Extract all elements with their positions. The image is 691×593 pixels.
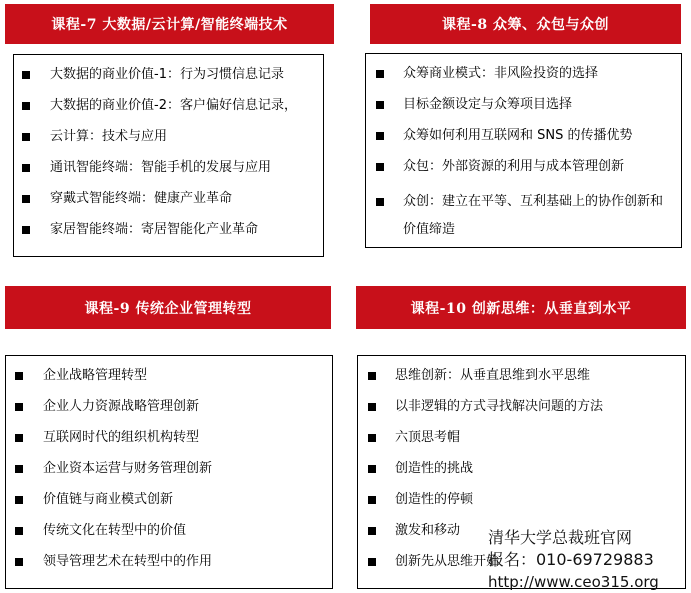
bullet-icon <box>368 434 376 442</box>
list-item: 通讯智能终端：智能手机的发展与应用 <box>50 158 323 178</box>
course7-title: 课程-7 大数据/云计算/智能终端技术 <box>51 17 288 33</box>
course8-title: 课程-8 众筹、众包与众创 <box>442 17 609 33</box>
bullet-icon <box>22 195 30 203</box>
course7-header <box>5 4 334 44</box>
course8-box <box>365 53 682 248</box>
bullet-icon <box>368 372 376 380</box>
list-item: 传统文化在转型中的价值 <box>43 521 332 541</box>
list-item: 激发和移动 <box>395 521 685 541</box>
list-item: 思维创新：从垂直思维到水平思维 <box>395 366 685 386</box>
list-item: 大数据的商业价值-1：行为习惯信息记录 <box>50 65 323 85</box>
list-item: 企业资本运营与财务管理创新 <box>43 459 332 479</box>
list-item: 以非逻辑的方式寻找解决问题的方法 <box>395 397 685 417</box>
course9-box <box>5 355 333 589</box>
course10-title: 课程-10 创新思维：从垂直到水平 <box>410 300 632 317</box>
list-item: 众创：建立在平等、互利基础上的协作创新和价值缔造 <box>403 188 671 244</box>
bullet-icon <box>376 163 384 171</box>
list-item: 众筹商业模式：非风险投资的选择 <box>403 64 671 84</box>
bullet-icon <box>376 198 384 206</box>
bullet-icon <box>22 164 30 172</box>
course8-list <box>366 64 681 244</box>
list-item: 企业战略管理转型 <box>43 366 332 386</box>
list-item: 互联网时代的组织机构转型 <box>43 428 332 448</box>
course10-header <box>356 286 686 329</box>
bullet-icon <box>22 102 30 110</box>
bullet-icon <box>15 403 23 411</box>
bullet-icon <box>22 71 30 79</box>
bullet-icon <box>368 558 376 566</box>
bullet-icon <box>15 558 23 566</box>
bullet-icon <box>15 465 23 473</box>
bullet-icon <box>368 496 376 504</box>
course9-list <box>6 366 332 572</box>
list-item: 云计算：技术与应用 <box>50 127 323 147</box>
bullet-icon <box>22 226 30 234</box>
bullet-icon <box>22 133 30 141</box>
bullet-icon <box>368 527 376 535</box>
list-item: 创造性的停顿 <box>395 490 685 510</box>
list-item: 大数据的商业价值-2：客户偏好信息记录， <box>50 96 323 116</box>
course7-list <box>14 65 323 240</box>
list-item: 六顶思考帽 <box>395 428 685 448</box>
list-item: 创新先从思维开始 <box>395 552 685 572</box>
list-item: 目标金额设定与众筹项目选择 <box>403 95 671 115</box>
bullet-icon <box>376 101 384 109</box>
course7-box <box>13 54 324 257</box>
list-item: 价值链与商业模式创新 <box>43 490 332 510</box>
bullet-icon <box>15 527 23 535</box>
watermark-phone: 报名：010-69729883 <box>488 550 654 569</box>
course9-header <box>5 286 331 329</box>
bullet-icon <box>15 496 23 504</box>
list-item: 穿戴式智能终端：健康产业革命 <box>50 189 323 209</box>
bullet-icon <box>15 372 23 380</box>
course8-header <box>370 4 681 44</box>
watermark-site-name: 清华大学总裁班官网 <box>488 528 633 547</box>
bullet-icon <box>368 403 376 411</box>
list-item: 家居智能终端：寄居智能化产业革命 <box>50 220 323 240</box>
list-item: 众筹如何利用互联网和 SNS 的传播优势 <box>403 126 671 146</box>
watermark-url: http://www.ceo315.org <box>488 573 659 591</box>
course9-title: 课程-9 传统企业管理转型 <box>84 300 252 317</box>
bullet-icon <box>15 434 23 442</box>
list-item: 众包：外部资源的利用与成本管理创新 <box>403 157 671 177</box>
list-item: 企业人力资源战略管理创新 <box>43 397 332 417</box>
list-item: 创造性的挑战 <box>395 459 685 479</box>
bullet-icon <box>376 132 384 140</box>
bullet-icon <box>376 70 384 78</box>
watermark <box>488 527 688 593</box>
bullet-icon <box>368 465 376 473</box>
list-item: 领导管理艺术在转型中的作用 <box>43 552 332 572</box>
